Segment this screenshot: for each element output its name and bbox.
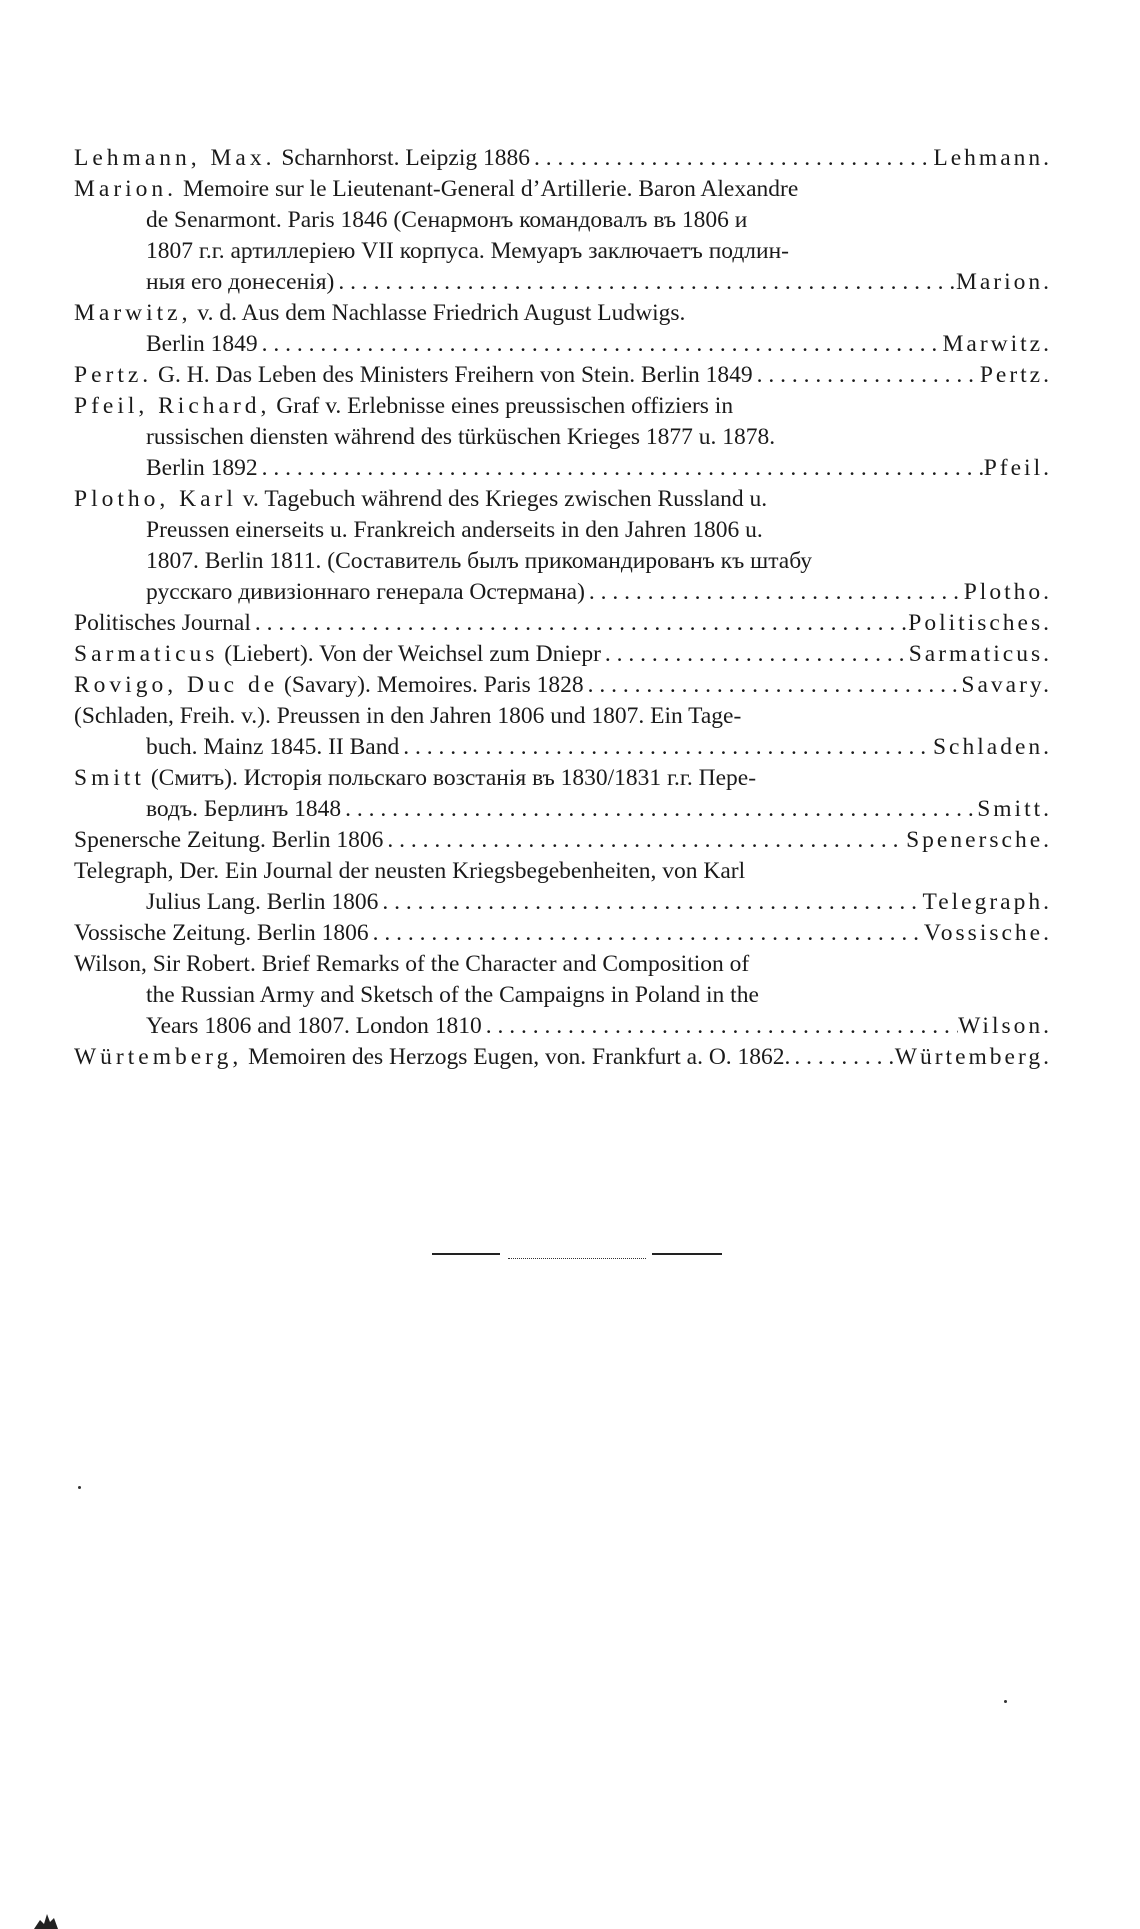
library-stamp-mark — [32, 1900, 62, 1929]
entry-body: Berlin 1892 — [146, 455, 258, 481]
entry-line — [74, 174, 1052, 205]
entry-author: Pfeil, Richard, — [74, 393, 271, 419]
bibliography-entry — [74, 298, 1052, 360]
entry-abbreviation: Savary. — [961, 672, 1052, 698]
dot-leader — [369, 918, 924, 949]
entry-line — [74, 701, 1052, 732]
entry-line — [74, 236, 1052, 267]
bibliography-entry — [74, 360, 1052, 391]
entry-text — [74, 949, 749, 980]
entry-line — [74, 515, 1052, 546]
divider-right-rule — [652, 1253, 722, 1255]
entry-body: Memoiren des Herzogs Eugen, von. Frankfurt a. O. 1862. — [242, 1044, 791, 1070]
bibliography-entry — [74, 608, 1052, 639]
entry-body: v. d. Aus dem Nachlasse Friedrich August Ludwigs. — [191, 300, 686, 326]
dot-leader — [530, 143, 933, 174]
entry-text — [146, 980, 759, 1011]
entry-line — [74, 143, 1052, 174]
entry-line — [74, 639, 1052, 670]
entry-abbreviation: Marion. — [955, 269, 1052, 295]
entry-abbreviation: Pfeil. — [983, 455, 1052, 481]
entry-body: водъ. Берлинъ 1848 — [146, 796, 342, 822]
entry-line — [74, 267, 1052, 298]
entry-body: Politisches Journal — [74, 610, 251, 636]
entry-abbreviation: Vossische. — [923, 920, 1052, 946]
entry-body: (Schladen, Freih. v.). Preussen in den Jahren 1806 und 1807. Ein Tage- — [74, 703, 742, 729]
entry-body: Preussen einerseits u. Frankreich anderseits in den Jahren 1806 u. — [146, 517, 763, 543]
entry-abbreviation: Smitt. — [977, 796, 1052, 822]
entry-body: the Russian Army and Sketsch of the Campaigns in Poland in the — [146, 982, 759, 1008]
entry-author: Lehmann, Max. — [74, 145, 276, 171]
entry-text — [74, 1042, 790, 1073]
dot-leader — [378, 887, 922, 918]
entry-body: Years 1806 and 1807. London 1810 — [146, 1013, 482, 1039]
entry-text — [146, 515, 763, 546]
entry-body: Graf v. Erlebnisse eines preussischen offiziers in — [270, 393, 734, 419]
entry-text — [146, 577, 585, 608]
entry-line — [74, 732, 1052, 763]
entry-abbreviation: Telegraph. — [922, 889, 1052, 915]
entry-text — [74, 484, 767, 515]
entry-author: Smitt — [74, 765, 145, 791]
entry-body: Memoire sur le Lieutenant-General d’Artillerie. Baron Alexandre — [177, 176, 799, 202]
entry-text — [74, 701, 741, 732]
entry-line — [74, 949, 1052, 980]
entry-line — [74, 856, 1052, 887]
entry-text — [74, 608, 251, 639]
entry-line — [74, 608, 1052, 639]
dot-leader — [585, 577, 964, 608]
dot-leader — [753, 360, 980, 391]
bibliography-entry — [74, 484, 1052, 608]
entry-abbreviation: Würtemberg. — [894, 1044, 1052, 1070]
entry-abbreviation: Spenersche. — [906, 827, 1052, 853]
entry-author: Plotho, Karl — [74, 486, 237, 512]
entry-body: Julius Lang. Berlin 1806 — [146, 889, 379, 915]
entry-author: Marion. — [74, 176, 178, 202]
entry-text — [146, 329, 258, 360]
entry-line — [74, 391, 1052, 422]
entry-line — [74, 205, 1052, 236]
bibliography-entry — [74, 391, 1052, 484]
bibliography-entry — [74, 918, 1052, 949]
entry-body: 1807 г.г. артиллеріею VII корпуса. Мемуаръ заключаетъ подлин- — [146, 238, 790, 264]
entry-body: 1807. Berlin 1811. (Составитель былъ прикомандированъ къ штабу — [146, 548, 813, 574]
print-speck — [78, 1486, 81, 1489]
entry-line — [74, 546, 1052, 577]
bibliography-entry — [74, 825, 1052, 856]
entry-line — [74, 794, 1052, 825]
entry-author: Sarmaticus — [74, 641, 219, 667]
entry-text — [146, 453, 258, 484]
entry-text — [74, 918, 369, 949]
entry-body: (Savary). Memoires. Paris 1828 — [278, 672, 584, 698]
bibliography-entry — [74, 1042, 1052, 1073]
entry-body: Spenersche Zeitung. Berlin 1806 — [74, 827, 384, 853]
entry-text — [74, 670, 584, 701]
entry-text — [146, 732, 399, 763]
entry-text — [146, 422, 775, 453]
entry-line — [74, 825, 1052, 856]
divider-left-rule — [432, 1253, 500, 1255]
entry-line — [74, 763, 1052, 794]
entry-line — [74, 577, 1052, 608]
entry-line — [74, 980, 1052, 1011]
entry-body: Telegraph, Der. Ein Journal der neusten Kriegsbegebenheiten, von Karl — [74, 858, 746, 884]
dot-leader — [334, 267, 956, 298]
bibliography-entry — [74, 670, 1052, 701]
dot-leader — [251, 608, 908, 639]
entry-text — [74, 174, 798, 205]
entry-text — [74, 825, 383, 856]
entry-text — [146, 236, 789, 267]
entry-body: (Liebert). Von der Weichsel zum Dniepr — [218, 641, 601, 667]
entry-line — [74, 670, 1052, 701]
dot-leader — [383, 825, 906, 856]
bibliography-entry — [74, 701, 1052, 763]
entry-body: buch. Mainz 1845. II Band — [146, 734, 400, 760]
entry-body: Vossische Zeitung. Berlin 1806 — [74, 920, 369, 946]
entry-text — [74, 763, 756, 794]
divider-center-flourish — [508, 1250, 646, 1259]
dot-leader — [482, 1011, 958, 1042]
entry-line — [74, 298, 1052, 329]
entry-line — [74, 484, 1052, 515]
entry-abbreviation: Pertz. — [979, 362, 1052, 388]
entry-body: русскаго дивизіоннаго генерала Остермана) — [146, 579, 585, 605]
entry-text — [146, 267, 334, 298]
dot-leader — [341, 794, 977, 825]
dot-leader — [601, 639, 909, 670]
bibliography-entry — [74, 143, 1052, 174]
entry-text — [146, 205, 747, 236]
entry-text — [74, 143, 530, 174]
bibliography-entry — [74, 949, 1052, 1042]
entry-text — [146, 887, 378, 918]
dot-leader — [399, 732, 933, 763]
bibliography-entry — [74, 763, 1052, 825]
entry-body: de Senarmont. Paris 1846 (Сенармонъ командовалъ въ 1806 и — [146, 207, 748, 233]
bibliography-list — [74, 143, 1052, 1073]
bibliography-entry — [74, 856, 1052, 918]
entry-body: G. H. Das Leben des Ministers Freihern von Stein. Berlin 1849 — [152, 362, 753, 388]
entry-body: v. Tagebuch während des Krieges zwischen Russland u. — [236, 486, 768, 512]
entry-text — [146, 1011, 482, 1042]
entry-text — [146, 794, 341, 825]
entry-text — [74, 298, 685, 329]
entry-line — [74, 1042, 1052, 1073]
entry-line — [74, 329, 1052, 360]
entry-line — [74, 360, 1052, 391]
dot-leader — [258, 329, 943, 360]
entry-line — [74, 918, 1052, 949]
entry-text — [74, 639, 601, 670]
bibliography-entry — [74, 174, 1052, 298]
dot-leader — [258, 453, 984, 484]
entry-author: Pertz. — [74, 362, 153, 388]
entry-abbreviation: Marwitz. — [942, 331, 1052, 357]
entry-text — [74, 360, 753, 391]
entry-text — [74, 856, 745, 887]
entry-line — [74, 453, 1052, 484]
entry-body: Berlin 1849 — [146, 331, 258, 357]
dot-leader — [584, 670, 962, 701]
ornamental-divider — [432, 1249, 722, 1259]
entry-abbreviation: Plotho. — [963, 579, 1052, 605]
entry-abbreviation: Schladen. — [932, 734, 1052, 760]
entry-author: Rovigo, Duc de — [74, 672, 279, 698]
entry-line — [74, 1011, 1052, 1042]
dot-leader — [790, 1042, 894, 1073]
bibliography-entry — [74, 639, 1052, 670]
entry-body: (Смитъ). Исторія польскаго возстанія въ 1830/1831 г.г. Пере- — [144, 765, 757, 791]
entry-abbreviation: Sarmaticus. — [908, 641, 1052, 667]
entry-abbreviation: Lehmann. — [933, 145, 1052, 171]
entry-line — [74, 422, 1052, 453]
entry-author: Würtemberg, — [74, 1044, 243, 1070]
entry-abbreviation: Wilson. — [958, 1013, 1052, 1039]
entry-body: Scharnhorst. Leipzig 1886 — [275, 145, 530, 171]
entry-author: Marwitz, — [74, 300, 192, 326]
entry-abbreviation: Politisches. — [908, 610, 1052, 636]
print-speck — [1004, 1700, 1007, 1703]
entry-body: russischen diensten während des türküschen Krieges 1877 u. 1878. — [146, 424, 776, 450]
entry-line — [74, 887, 1052, 918]
entry-text — [146, 546, 812, 577]
entry-text — [74, 391, 733, 422]
entry-body: ныя его донесенія) — [146, 269, 335, 295]
entry-body: Wilson, Sir Robert. Brief Remarks of the Character and Composition of — [74, 951, 750, 977]
